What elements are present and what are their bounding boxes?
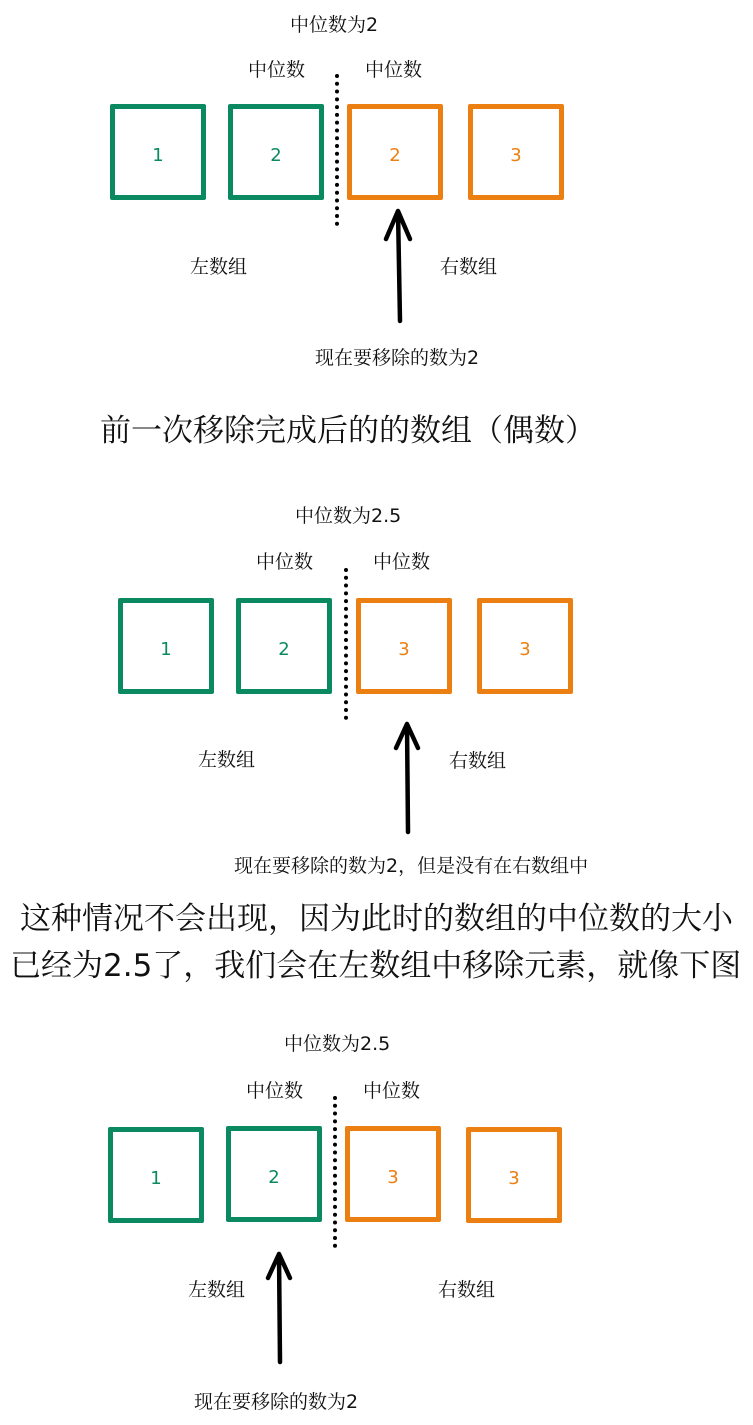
right-median-label: 中位数 (373, 551, 431, 573)
box-value: 3 (508, 1168, 520, 1189)
array-divider (335, 74, 343, 226)
section-caption-2-line2: 已经为2.5了，我们会在左数组中移除元素，就像下图 (10, 948, 742, 984)
left-median-label: 中位数 (246, 1080, 304, 1102)
right-array-box (347, 104, 443, 200)
left-array-box (118, 598, 214, 694)
right-array-label: 右数组 (440, 256, 498, 278)
box-value: 3 (387, 1167, 399, 1188)
section-caption-1: 前一次移除完成后的的数组（偶数） (100, 413, 596, 449)
box-value: 2 (389, 145, 401, 166)
remove-caption: 现在要移除的数为2，但是没有在右数组中 (234, 855, 589, 877)
right-median-label: 中位数 (365, 59, 423, 81)
left-array-label: 左数组 (198, 749, 256, 771)
left-array-box (228, 104, 324, 200)
median-title: 中位数为2 (290, 14, 379, 36)
right-median-label: 中位数 (363, 1080, 421, 1102)
array-divider (333, 1096, 341, 1248)
remove-caption: 现在要移除的数为2 (194, 1391, 359, 1413)
array-divider (344, 568, 352, 720)
section-caption-2-line1: 这种情况不会出现，因为此时的数组的中位数的大小 (20, 901, 733, 937)
median-title: 中位数为2.5 (295, 505, 402, 527)
right-array-box (477, 598, 573, 694)
box-value: 2 (278, 639, 290, 660)
box-value: 2 (268, 1167, 280, 1188)
box-value: 1 (152, 145, 164, 166)
right-array-box (356, 598, 452, 694)
up-arrow-icon (388, 718, 428, 838)
left-array-label: 左数组 (190, 256, 248, 278)
right-array-label: 右数组 (438, 1279, 496, 1301)
left-median-label: 中位数 (248, 59, 306, 81)
median-title: 中位数为2.5 (284, 1033, 391, 1055)
box-value: 2 (270, 145, 282, 166)
up-arrow-icon (380, 205, 420, 325)
left-median-label: 中位数 (256, 551, 314, 573)
box-value: 3 (510, 145, 522, 166)
right-array-box (466, 1127, 562, 1223)
box-value: 1 (150, 1168, 162, 1189)
box-value: 3 (398, 639, 410, 660)
right-array-box (345, 1126, 441, 1222)
box-value: 1 (160, 639, 172, 660)
remove-caption: 现在要移除的数为2 (315, 347, 480, 369)
left-array-box (110, 104, 206, 200)
left-array-label: 左数组 (188, 1279, 246, 1301)
left-array-box (108, 1127, 204, 1223)
right-array-label: 右数组 (449, 750, 507, 772)
right-array-box (468, 104, 564, 200)
up-arrow-icon (260, 1248, 300, 1368)
diagram-panel-1 (0, 0, 753, 380)
left-array-box (236, 598, 332, 694)
box-value: 3 (519, 639, 531, 660)
left-array-box (226, 1126, 322, 1222)
